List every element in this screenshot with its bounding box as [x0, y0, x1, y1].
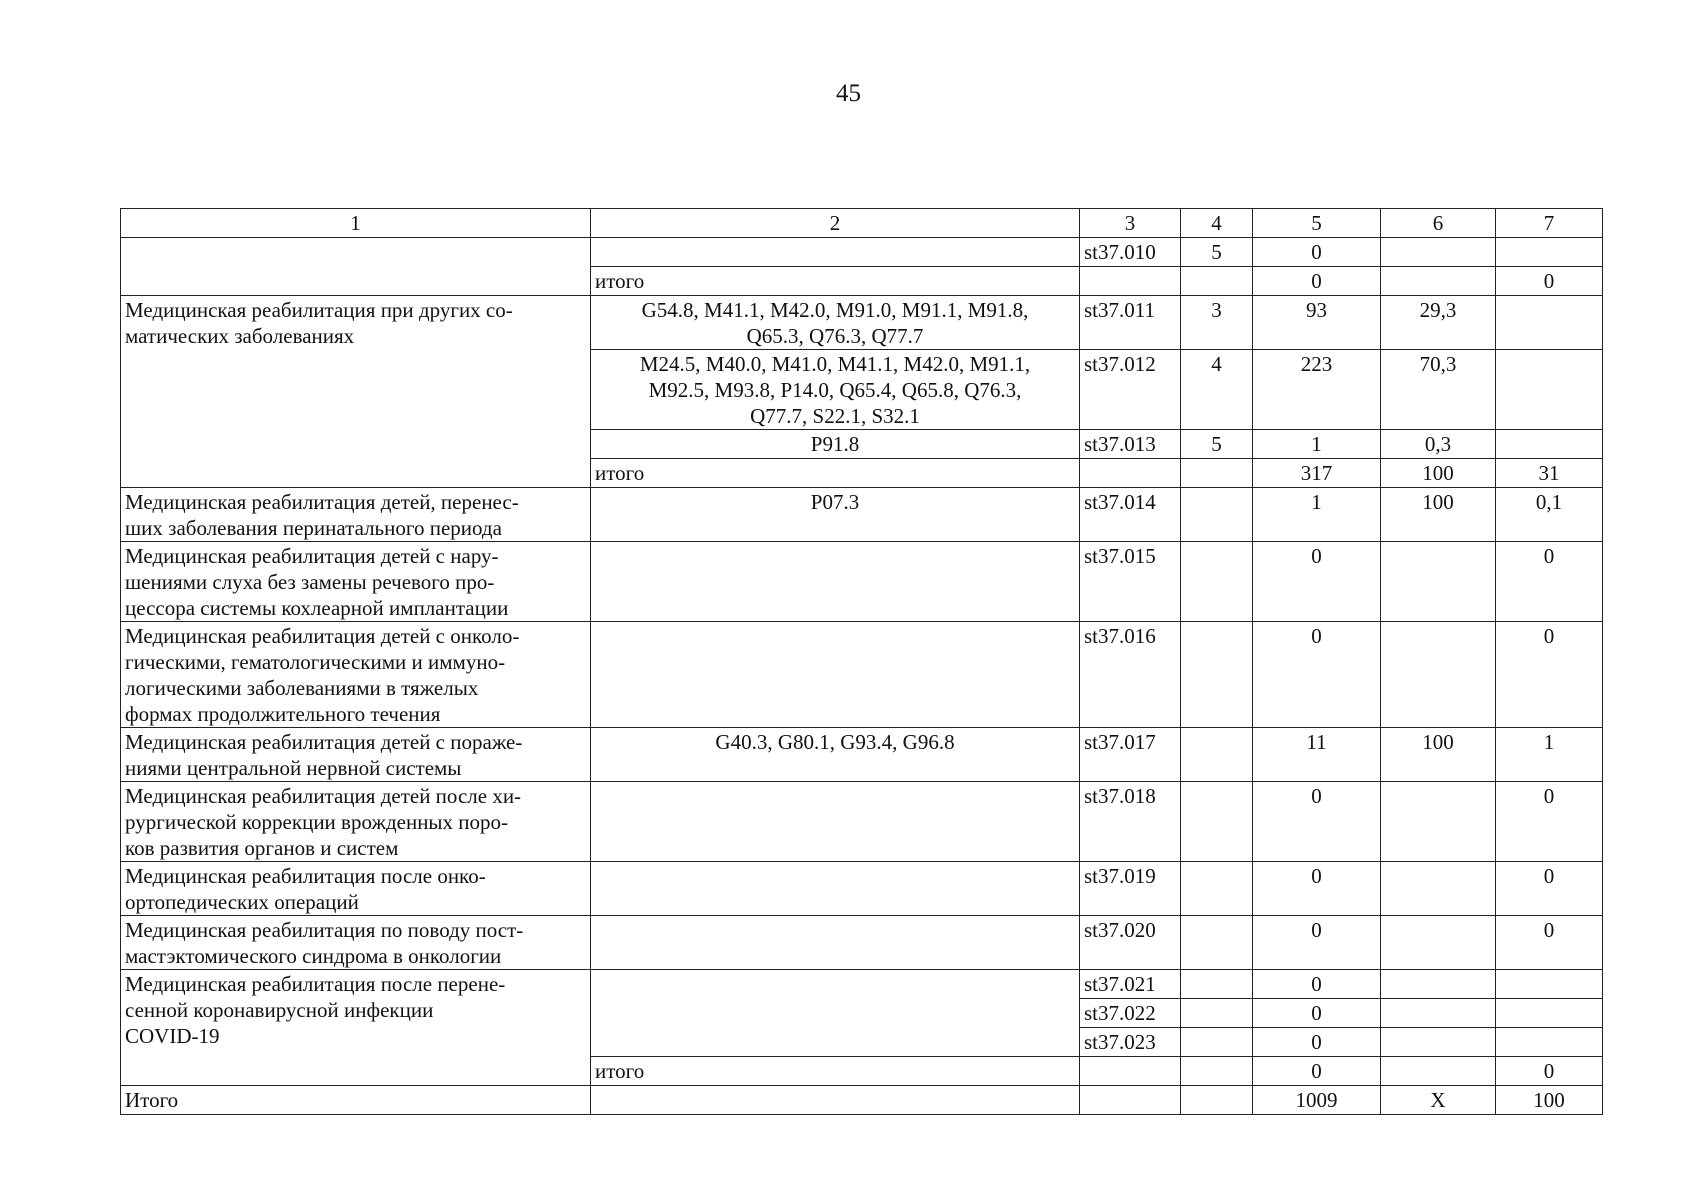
- diagnosis-cell: [591, 782, 1080, 862]
- code-cell: st37.013: [1080, 430, 1181, 459]
- percent-cell: [1496, 350, 1603, 430]
- share-cell: Х: [1381, 1086, 1496, 1115]
- group-name-cell: Медицинская реабилитация детей, перенес- ших заболевания перинатального периода: [121, 488, 591, 542]
- table-row: [121, 238, 1603, 267]
- group-name-cell: Медицинская реабилитация детей с онколо- гическими, гематологическими и иммуно- логическими заболеваниями в тяжелых формах продолжительного течения: [121, 622, 591, 728]
- percent-cell: [1496, 999, 1603, 1028]
- table-row: [121, 622, 1603, 728]
- level-cell: 5: [1181, 430, 1253, 459]
- table-row: [121, 542, 1603, 622]
- level-cell: [1181, 970, 1253, 999]
- diagnosis-cell: [591, 542, 1080, 622]
- diagnosis-cell: G54.8, M41.1, M42.0, M91.0, M91.1, M91.8, Q65.3, Q76.3, Q77.7: [591, 296, 1080, 350]
- tariff-table: [120, 208, 1603, 1115]
- count-cell: 0: [1253, 238, 1381, 267]
- table-row: [121, 488, 1603, 542]
- count-cell: 223: [1253, 350, 1381, 430]
- code-cell: st37.011: [1080, 296, 1181, 350]
- share-cell: [1381, 999, 1496, 1028]
- share-cell: 0,3: [1381, 430, 1496, 459]
- percent-cell: 0: [1496, 782, 1603, 862]
- count-cell: 0: [1253, 622, 1381, 728]
- code-cell: [1080, 1057, 1181, 1086]
- group-name-cell: Медицинская реабилитация при других со- матических заболеваниях: [121, 296, 591, 488]
- group-name-cell: Медицинская реабилитация после перене- сенной коронавирусной инфекции COVID-19: [121, 970, 591, 1086]
- level-cell: [1181, 782, 1253, 862]
- share-cell: [1381, 1057, 1496, 1086]
- share-cell: [1381, 267, 1496, 296]
- code-cell: st37.018: [1080, 782, 1181, 862]
- table-row: [121, 782, 1603, 862]
- header-row: [121, 209, 1603, 238]
- code-cell: st37.021: [1080, 970, 1181, 999]
- code-cell: st37.019: [1080, 862, 1181, 916]
- share-cell: 100: [1381, 488, 1496, 542]
- count-cell: 0: [1253, 542, 1381, 622]
- level-cell: [1181, 267, 1253, 296]
- percent-cell: [1496, 238, 1603, 267]
- level-cell: [1181, 488, 1253, 542]
- group-name-cell: Медицинская реабилитация по поводу пост- мастэктомического синдрома в онкологии: [121, 916, 591, 970]
- table-row: [121, 296, 1603, 350]
- count-cell: 0: [1253, 782, 1381, 862]
- diagnosis-cell: P07.3: [591, 488, 1080, 542]
- level-cell: 5: [1181, 238, 1253, 267]
- code-cell: st37.010: [1080, 238, 1181, 267]
- group-name-cell: Медицинская реабилитация детей после хи- рургической коррекции врожденных поро- ков развития органов и систем: [121, 782, 591, 862]
- share-cell: [1381, 782, 1496, 862]
- diagnosis-cell: P91.8: [591, 430, 1080, 459]
- count-cell: 1: [1253, 430, 1381, 459]
- percent-cell: 0: [1496, 542, 1603, 622]
- code-cell: st37.020: [1080, 916, 1181, 970]
- group-name-cell: [121, 238, 591, 296]
- percent-cell: [1496, 970, 1603, 999]
- share-cell: 100: [1381, 728, 1496, 782]
- share-cell: [1381, 622, 1496, 728]
- header-cell: 6: [1381, 209, 1496, 238]
- page-number: 45: [836, 80, 861, 107]
- share-cell: [1381, 916, 1496, 970]
- share-cell: 70,3: [1381, 350, 1496, 430]
- diagnosis-cell: [591, 862, 1080, 916]
- level-cell: [1181, 916, 1253, 970]
- group-name-cell: Медицинская реабилитация после онко- ортопедических операций: [121, 862, 591, 916]
- header-cell: 1: [121, 209, 591, 238]
- share-cell: 100: [1381, 459, 1496, 488]
- percent-cell: [1496, 430, 1603, 459]
- level-cell: 4: [1181, 350, 1253, 430]
- level-cell: [1181, 622, 1253, 728]
- level-cell: 3: [1181, 296, 1253, 350]
- header-cell: 2: [591, 209, 1080, 238]
- group-name-cell: Медицинская реабилитация детей с нару- шениями слуха без замены речевого про- цессора системы кохлеарной имплантации: [121, 542, 591, 622]
- count-cell: 0: [1253, 862, 1381, 916]
- diagnosis-cell: [591, 970, 1080, 1057]
- count-cell: 0: [1253, 916, 1381, 970]
- subtotal-label: итого: [591, 459, 1080, 488]
- count-cell: 93: [1253, 296, 1381, 350]
- diagnosis-cell: G40.3, G80.1, G93.4, G96.8: [591, 728, 1080, 782]
- header-cell: 4: [1181, 209, 1253, 238]
- percent-cell: 0: [1496, 1057, 1603, 1086]
- grand-total-label: Итого: [121, 1086, 591, 1115]
- percent-cell: 0: [1496, 916, 1603, 970]
- percent-cell: 0,1: [1496, 488, 1603, 542]
- percent-cell: 0: [1496, 862, 1603, 916]
- level-cell: [1181, 1086, 1253, 1115]
- level-cell: [1181, 1028, 1253, 1057]
- code-cell: st37.012: [1080, 350, 1181, 430]
- count-cell: 11: [1253, 728, 1381, 782]
- count-cell: 0: [1253, 1028, 1381, 1057]
- diagnosis-cell: [591, 622, 1080, 728]
- share-cell: [1381, 238, 1496, 267]
- count-cell: 0: [1253, 1057, 1381, 1086]
- header-cell: 5: [1253, 209, 1381, 238]
- share-cell: [1381, 862, 1496, 916]
- percent-cell: 0: [1496, 622, 1603, 728]
- percent-cell: 0: [1496, 267, 1603, 296]
- table-row: [121, 970, 1603, 999]
- header-cell: 7: [1496, 209, 1603, 238]
- level-cell: [1181, 728, 1253, 782]
- code-cell: st37.022: [1080, 999, 1181, 1028]
- code-cell: [1080, 1086, 1181, 1115]
- table-row: [121, 728, 1603, 782]
- count-cell: 0: [1253, 970, 1381, 999]
- count-cell: 317: [1253, 459, 1381, 488]
- grand-total-row: [121, 1086, 1603, 1115]
- level-cell: [1181, 1057, 1253, 1086]
- percent-cell: [1496, 296, 1603, 350]
- share-cell: [1381, 1028, 1496, 1057]
- count-cell: 0: [1253, 999, 1381, 1028]
- table-row: [121, 916, 1603, 970]
- diagnosis-cell: M24.5, M40.0, M41.0, M41.1, M42.0, M91.1, M92.5, M93.8, P14.0, Q65.4, Q65.8, Q76.3, Q77.7, S22.1, S32.1: [591, 350, 1080, 430]
- count-cell: 1: [1253, 488, 1381, 542]
- count-cell: 1009: [1253, 1086, 1381, 1115]
- code-cell: st37.016: [1080, 622, 1181, 728]
- level-cell: [1181, 999, 1253, 1028]
- share-cell: [1381, 542, 1496, 622]
- level-cell: [1181, 459, 1253, 488]
- code-cell: [1080, 459, 1181, 488]
- diagnosis-cell: [591, 1086, 1080, 1115]
- percent-cell: [1496, 1028, 1603, 1057]
- level-cell: [1181, 542, 1253, 622]
- code-cell: st37.014: [1080, 488, 1181, 542]
- share-cell: [1381, 970, 1496, 999]
- code-cell: st37.017: [1080, 728, 1181, 782]
- code-cell: [1080, 267, 1181, 296]
- group-name-cell: Медицинская реабилитация детей с пораже- ниями центральной нервной системы: [121, 728, 591, 782]
- subtotal-label: итого: [591, 1057, 1080, 1086]
- code-cell: st37.023: [1080, 1028, 1181, 1057]
- code-cell: st37.015: [1080, 542, 1181, 622]
- percent-cell: 31: [1496, 459, 1603, 488]
- subtotal-label: итого: [591, 267, 1080, 296]
- header-cell: 3: [1080, 209, 1181, 238]
- share-cell: 29,3: [1381, 296, 1496, 350]
- table-row: [121, 862, 1603, 916]
- diagnosis-cell: [591, 238, 1080, 267]
- percent-cell: 100: [1496, 1086, 1603, 1115]
- percent-cell: 1: [1496, 728, 1603, 782]
- level-cell: [1181, 862, 1253, 916]
- count-cell: 0: [1253, 267, 1381, 296]
- diagnosis-cell: [591, 916, 1080, 970]
